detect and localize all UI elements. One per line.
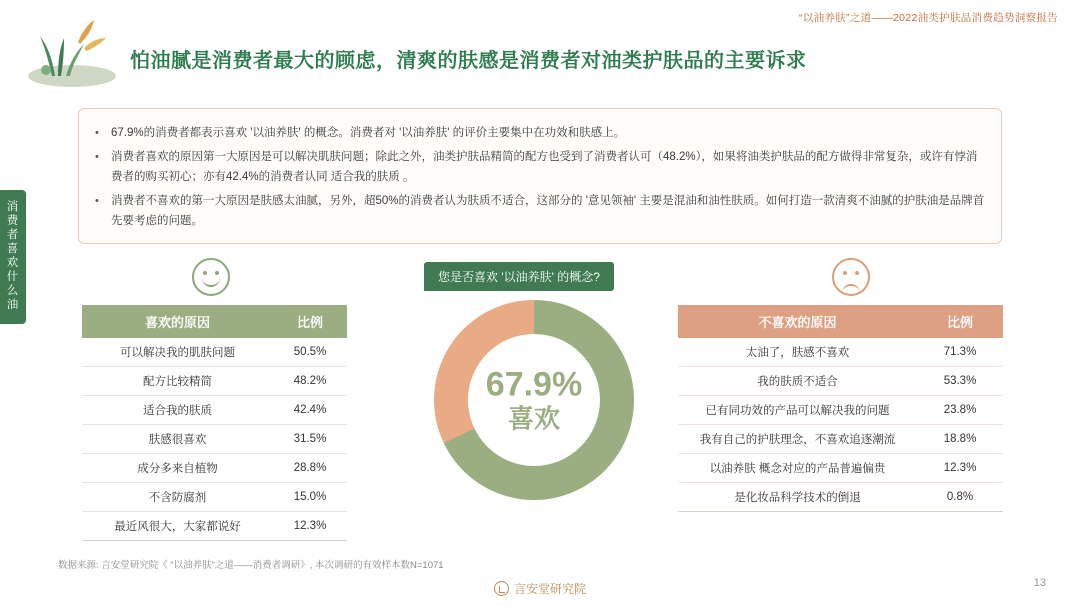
donut-chart-title: 您是否喜欢 '以油养肤' 的概念? <box>424 262 614 291</box>
bullet-icon: • <box>95 127 99 139</box>
cell-reason: 最近风很大，大家都说好 <box>114 521 241 533</box>
bullet-text: 消费者喜欢的原因第一大原因是可以解决肌肤问题；除此之外，油类护肤品精简的配方也受到了消费者认可（48.2%），如果将油类护肤品的配方做得非常复杂，或许有悖消费者的购买初心；亦有42.4%的消费者认同 适合我的肤质 。 <box>111 151 978 183</box>
cell-ratio: 31.5% <box>293 433 327 445</box>
table-row <box>678 367 1003 396</box>
report-header-label: “以油养肤”之道——2022油类护肤品消费趋势洞察报告 <box>799 12 1058 24</box>
cell-reason: 可以解决我的肌肤问题 <box>120 347 235 359</box>
cell-reason: 太油了，肤感不喜欢 <box>745 347 850 359</box>
like-reasons-table <box>82 305 347 541</box>
cell-ratio: 48.2% <box>293 375 327 387</box>
list-item <box>95 191 985 231</box>
cell-reason: 我的肤质不适合 <box>757 376 838 388</box>
logo-text: 言安堂研究院 <box>513 582 587 596</box>
table-row <box>678 483 1003 512</box>
cell-ratio: 12.3% <box>293 520 327 532</box>
bullet-text: 67.9%的消费者都表示喜欢 '以油养肤' 的概念。消费者对 '以油养肤' 的评价主要集中在功效和肤感上。 <box>111 127 626 139</box>
table-row <box>82 512 347 541</box>
logo-mark-icon <box>494 581 509 596</box>
cell-ratio: 53.3% <box>943 375 977 387</box>
bullet-icon: • <box>95 195 99 207</box>
page-number: 13 <box>1033 577 1046 589</box>
table-row <box>678 425 1003 454</box>
table-row <box>678 454 1003 483</box>
table-row <box>82 396 347 425</box>
column-header-reason: 喜欢的原因 <box>82 305 273 338</box>
cell-reason: 不含防腐剂 <box>148 492 207 504</box>
sad-face-icon <box>832 258 870 296</box>
section-tab-label: 消费者喜欢什么油 <box>6 201 20 311</box>
table-row <box>82 454 347 483</box>
cell-reason: 成分多来自植物 <box>137 463 218 475</box>
cell-reason: 已有同功效的产品可以解决我的问题 <box>705 405 890 417</box>
cell-reason: 适合我的肤质 <box>143 405 212 417</box>
cell-ratio: 28.8% <box>293 462 327 474</box>
bullet-text: 消费者不喜欢的第一大原因是肤感太油腻，另外，超50%的消费者认为肤质不适合，这部分的 '意见领袖' 主要是混油和油性肤质。如何打造一款清爽不油腻的护肤油是品牌首先要考虑的问题。 <box>111 195 985 227</box>
table-row <box>678 396 1003 425</box>
cell-reason: 是化妆品科学技术的倒退 <box>734 492 861 504</box>
bullet-icon: • <box>95 151 99 163</box>
cell-reason: 肤感很喜欢 <box>148 434 207 446</box>
column-header-reason: 不喜欢的原因 <box>678 305 917 338</box>
column-header-ratio: 比例 <box>917 305 1003 338</box>
plant-illustration <box>22 18 118 90</box>
table-row <box>82 483 347 512</box>
list-item <box>95 147 985 187</box>
dislike-reasons-table <box>678 305 1003 512</box>
cell-reason: 配方比较精简 <box>143 376 212 388</box>
table-row <box>678 338 1003 367</box>
table-header-row <box>82 305 347 338</box>
cell-ratio: 50.5% <box>293 346 327 358</box>
column-header-ratio: 比例 <box>273 305 347 338</box>
donut-center-label: 喜欢 <box>507 403 560 434</box>
table-header-row <box>678 305 1003 338</box>
cell-reason: 以油养肤 概念对应的产品普遍偏贵 <box>709 463 886 475</box>
cell-ratio: 23.8% <box>943 404 977 416</box>
list-item <box>95 123 985 143</box>
cell-ratio: 42.4% <box>293 404 327 416</box>
cell-reason: 我有自己的护肤理念，不喜欢追逐潮流 <box>699 434 896 446</box>
cell-ratio: 0.8% <box>946 491 974 503</box>
table-row <box>82 338 347 367</box>
data-source-note: 数据来源: 言安堂研究院《 “以油养肤”之道——消费者调研》, 本次调研的有效样本数N=1071 <box>58 560 444 571</box>
happy-face-icon <box>192 258 230 296</box>
section-tab-consumer-preference[interactable] <box>0 190 26 324</box>
page-title: 怕油腻是消费者最大的顾虑，清爽的肤感是消费者对油类护肤品的主要诉求 <box>130 50 807 72</box>
table-row <box>82 367 347 396</box>
brand-logo <box>494 580 586 597</box>
cell-ratio: 12.3% <box>943 462 977 474</box>
table-row <box>82 425 347 454</box>
donut-hole <box>468 334 600 466</box>
donut-center-value: 67.9% <box>485 365 583 404</box>
cell-ratio: 18.8% <box>943 433 977 445</box>
cell-ratio: 15.0% <box>293 491 327 503</box>
donut-ring <box>434 300 634 500</box>
cell-ratio: 71.3% <box>943 346 977 358</box>
summary-box <box>78 108 1002 244</box>
donut-chart <box>434 300 634 500</box>
